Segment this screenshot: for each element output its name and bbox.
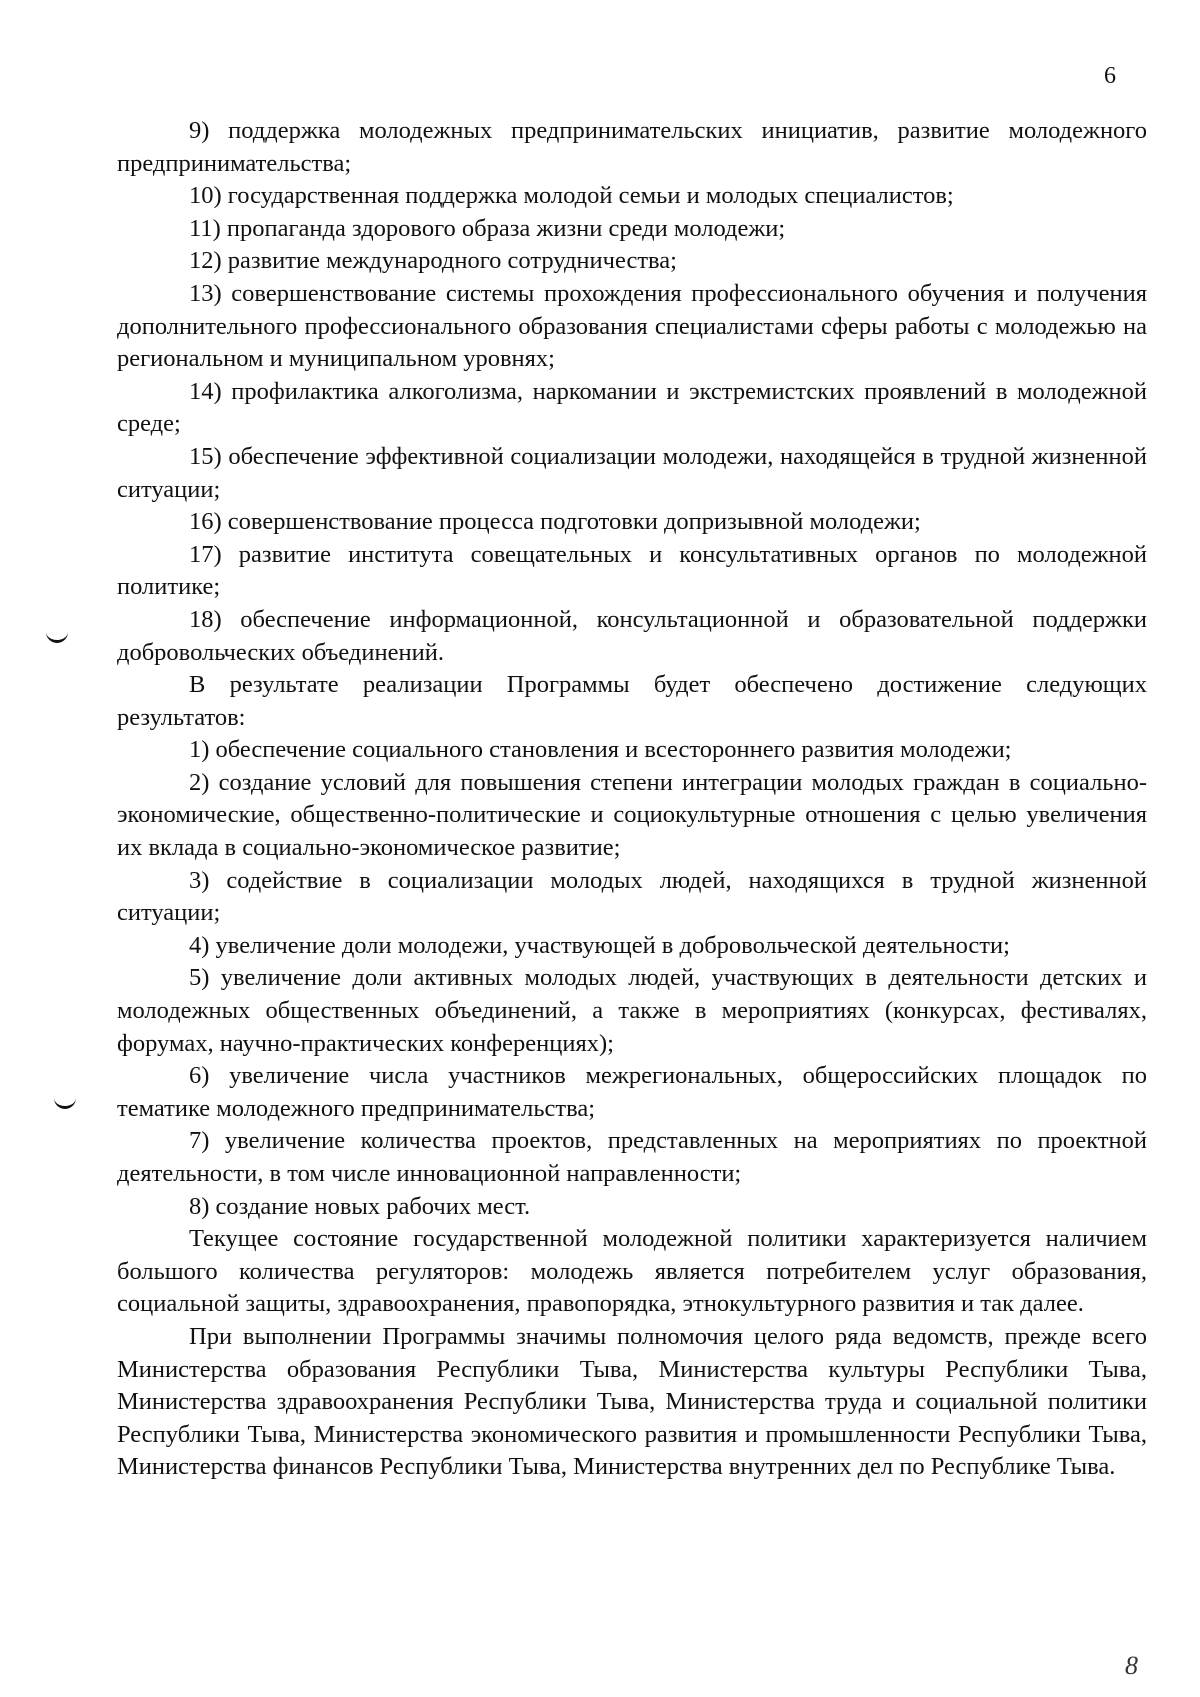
paragraph-list-item-15: 15) обеспечение эффективной социализации молодежи, находящейся в трудной жизненной ситуации; <box>117 442 1147 503</box>
paragraph-list-item-14: 14) профилактика алкоголизма, наркомании и экстремистских проявлений в молодежной среде; <box>117 377 1147 438</box>
paragraph-list-item-17: 17) развитие института совещательных и консультативных органов по молодежной политике; <box>117 540 1147 601</box>
paragraph-list-item-9: 9) поддержка молодежных предпринимательских инициатив, развитие молодежного предпринимательства; <box>117 117 1147 177</box>
margin-pen-mark <box>54 1098 76 1109</box>
paragraph-result-4: 4) увеличение доли молодежи, участвующей в добровольческой деятельности; <box>189 931 1010 959</box>
paragraph-result-8: 8) создание новых рабочих мест. <box>189 1192 531 1220</box>
paragraph-list-item-16: 16) совершенствование процесса подготовки допризывной молодежи; <box>189 508 921 536</box>
paragraph-list-item-12: 12) развитие международного сотрудничества; <box>189 247 677 275</box>
corner-handwritten-mark: 8 <box>1125 1651 1138 1680</box>
paragraph-results-intro: В результате реализации Программы будет обеспечено достижение следующих результатов: <box>117 671 1147 731</box>
paragraph-list-item-11: 11) пропаганда здорового образа жизни среди молодежи; <box>189 214 786 242</box>
page-number: 6 <box>1104 63 1116 89</box>
paragraph-result-3: 3) содействие в социализации молодых людей, находящихся в трудной жизненной ситуации; <box>117 866 1147 927</box>
paragraph-result-5: 5) увеличение доли активных молодых людей, участвующих в деятельности детских и молодежных общественных объединений, а также в мероприятиях (конкурсах, фестивалях, форумах, научно-практических конференциях); <box>117 964 1147 1057</box>
paragraph-current-state: Текущее состояние государственной молодежной политики характеризуется наличием большого количества регуляторов: молодежь является потребителем услуг образования, социальной защиты, здравоохранения, правопорядка, этнокультурного развития и так далее. <box>117 1225 1147 1318</box>
paragraph-list-item-18: 18) обеспечение информационной, консультационной и образовательной поддержки добровольческих объединений. <box>117 605 1147 666</box>
margin-pen-mark <box>46 632 68 643</box>
paragraph-result-7: 7) увеличение количества проектов, представленных на мероприятиях по проектной деятельности, в том числе инновационной направленности; <box>117 1127 1147 1187</box>
paragraph-list-item-10: 10) государственная поддержка молодой семьи и молодых специалистов; <box>189 182 954 210</box>
paragraph-result-6: 6) увеличение числа участников межрегиональных, общероссийских площадок по тематике молодежного предпринимательства; <box>117 1062 1147 1122</box>
paragraph-ministries: При выполнении Программы значимы полномочия целого ряда ведомств, прежде всего Министерства образования Республики Тыва, Министерства культуры Республики Тыва, Министерства здравоохранения Республики Тыва, Министерства труда и социальной политики Республики Тыва, Министерства экономического развития и промышленности Республики Тыва, Министерства финансов Республики Тыва, Министерства внутренних дел по Республике Тыва. <box>117 1322 1147 1481</box>
paragraph-result-2: 2) создание условий для повышения степени интеграции молодых граждан в социально-экономические, общественно-политические и социокультурные отношения с целью увеличения их вклада в социально-экономическое развитие; <box>117 768 1147 862</box>
document-body <box>117 115 1147 1484</box>
paragraph-result-1: 1) обеспечение социального становления и всестороннего развития молодежи; <box>189 736 1012 764</box>
paragraph-list-item-13: 13) совершенствование системы прохождения профессионального обучения и получения дополнительного профессионального образования специалистами сферы работы с молодежью на региональном и муниципальном уровнях; <box>117 279 1147 373</box>
